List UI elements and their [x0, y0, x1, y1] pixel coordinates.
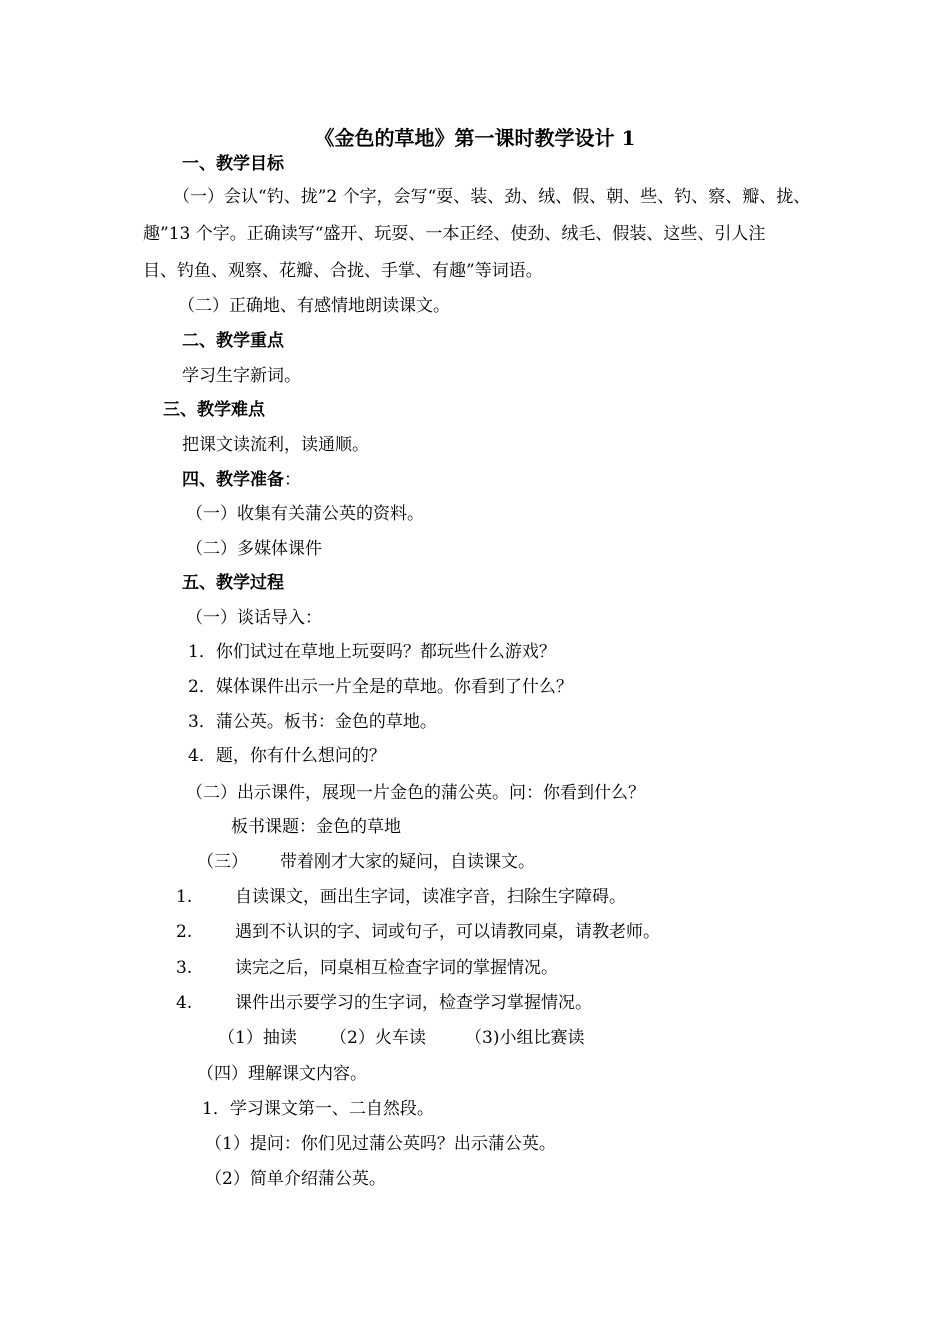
process-step-1-item-3: 3．蒲公英。板书：金色的草地。	[188, 712, 437, 732]
preparation-heading-line	[182, 469, 301, 491]
process-step-4: （四）理解课文内容。	[197, 1064, 367, 1084]
process-step-2: （二）出示课件，展现一片金色的蒲公英。问：你看到什么？	[186, 783, 645, 803]
process-step-3-item-2-text: 遇到不认识的字、词或句子，可以请教同桌，请教老师。	[235, 922, 660, 942]
read-mode-2: （2）火车读	[330, 1028, 426, 1048]
process-step-3-item-1-number: 1.	[176, 887, 193, 907]
difficulties-text: 把课文读流利，读通顺。	[182, 435, 369, 455]
process-step-3-item-2-number: 2.	[176, 922, 193, 942]
preparation-item-1: （一）收集有关蒲公英的资料。	[186, 504, 424, 524]
process-step-3-item-3-number: 3.	[176, 958, 193, 978]
goal-paragraph-2: （二）正确地、有感情地朗读课文。	[178, 296, 450, 316]
key-points-heading: 二、教学重点	[182, 331, 284, 351]
preparation-heading: 四、教学准备	[182, 470, 284, 490]
goal-paragraph-line-2: 趣”13 个字。正确读写“盛开、玩耍、一本正经、使劲、绒毛、假装、这些、引人注	[143, 224, 766, 244]
process-heading: 五、教学过程	[182, 573, 284, 593]
process-step-2-board: 板书课题：金色的草地	[231, 817, 401, 837]
process-step-3-label: （三）	[197, 852, 248, 872]
preparation-item-2: （二）多媒体课件	[186, 539, 322, 559]
document-title: 《金色的草地》第一课时教学设计 1	[314, 126, 636, 150]
goal-heading: 一、教学目标	[182, 154, 284, 174]
process-step-3-item-1-text: 自读课文，画出生字词，读准字音，扫除生字障碍。	[235, 887, 626, 907]
goal-paragraph-line-3: 目、钓鱼、观察、花瓣、合拢、手掌、有趣”等词语。	[143, 261, 543, 281]
read-mode-3: （3)小组比赛读	[465, 1028, 585, 1048]
process-step-3-item-4-text: 课件出示要学习的生字词，检查学习掌握情况。	[235, 993, 592, 1013]
process-step-4-item-1: 1．学习课文第一、二自然段。	[202, 1099, 434, 1119]
process-step-3-item-4-number: 4.	[176, 993, 193, 1013]
goal-paragraph-line-1: （一）会认“钓、拢”2 个字，会写“耍、装、劲、绒、假、朝、些、钓、察、瓣、拢、	[173, 187, 811, 207]
process-step-1-item-4: 4．题，你有什么想问的？	[188, 746, 386, 766]
process-step-4-item-1-sub-1: （1）提问：你们见过蒲公英吗？出示蒲公英。	[205, 1134, 556, 1154]
preparation-colon: ：	[284, 470, 301, 490]
key-points-text: 学习生字新词。	[182, 366, 301, 386]
process-step-1: （一）谈话导入：	[186, 608, 322, 628]
process-step-1-item-2: 2．媒体课件出示一片全是的草地。你看到了什么？	[188, 677, 573, 697]
read-mode-1: （1）抽读	[218, 1028, 297, 1048]
process-step-3-text: 带着刚才大家的疑问，自读课文。	[280, 852, 535, 872]
process-step-3-item-3-text: 读完之后，同桌相互检查字词的掌握情况。	[235, 958, 558, 978]
difficulties-heading: 三、教学难点	[163, 400, 265, 420]
process-step-4-item-1-sub-2: （2）简单介绍蒲公英。	[205, 1169, 386, 1189]
process-step-1-item-1: 1．你们试过在草地上玩耍吗？都玩些什么游戏？	[188, 642, 556, 662]
